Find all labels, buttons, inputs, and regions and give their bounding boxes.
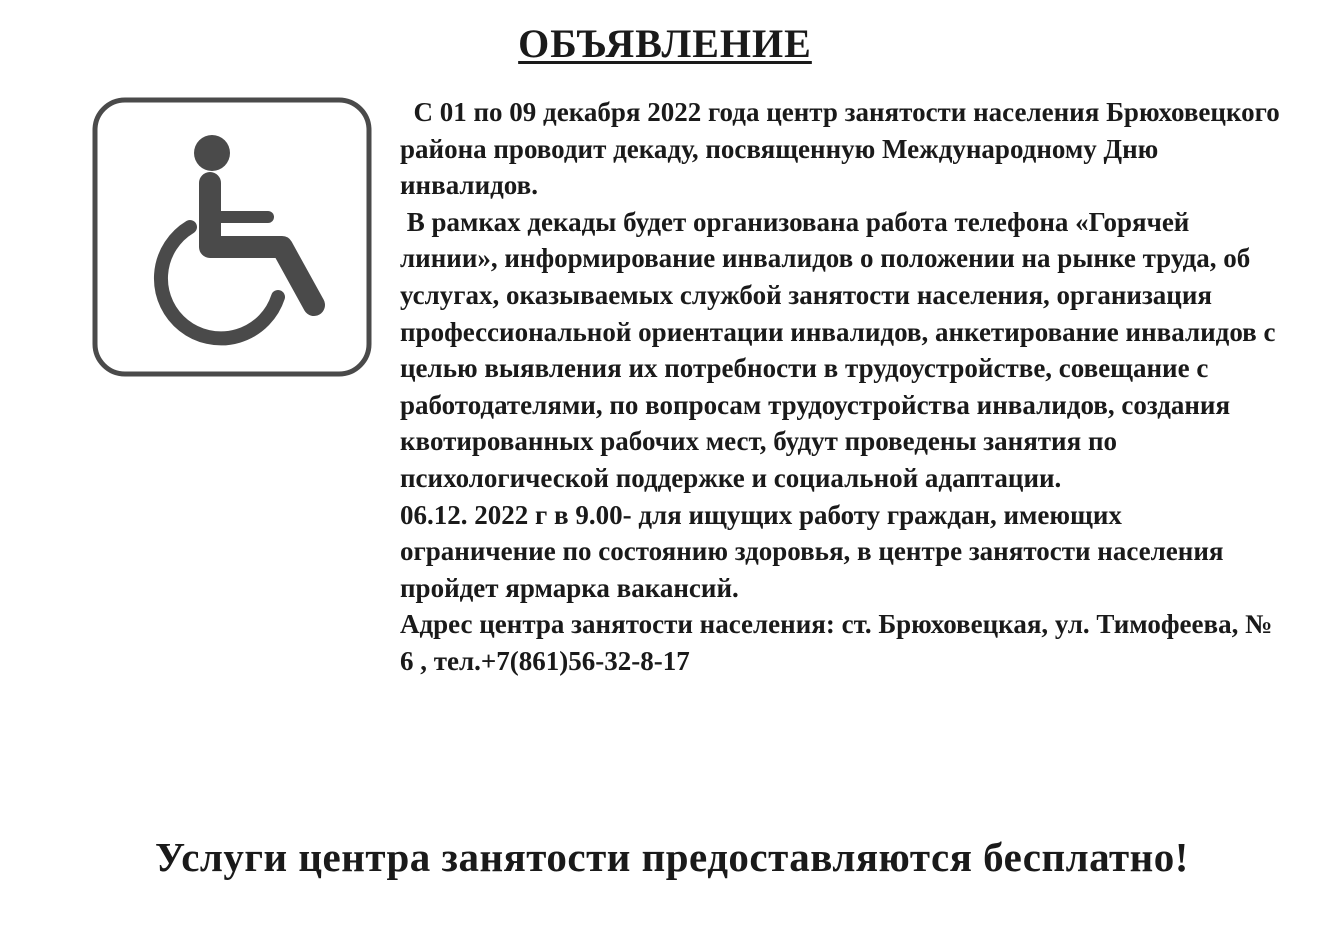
indent	[400, 97, 414, 127]
notice-title-text: ОБЪЯВЛЕНИЕ	[518, 21, 812, 66]
notice-paragraph-3: 06.12. 2022 г в 9.00- для ищущих работу граждан, имеющих ограничение по состоянию здоровья, в центре занятости населения пройдет ярмарка вакансий.	[400, 499, 1231, 603]
indent	[400, 207, 407, 237]
notice-paragraph-1	[400, 94, 1287, 204]
notice-body	[400, 94, 1287, 680]
wheelchair-accessibility-icon	[92, 97, 372, 377]
notice-title	[0, 20, 1330, 67]
notice-paragraph-2	[400, 204, 1283, 497]
notice-paragraph-1-text: С 01 по 09 декабря 2022 года центр занятости населения Брюховецкого района проводит декаду, посвященную Международному Дню инвалидов.	[400, 97, 1287, 201]
notice-footer: Услуги центра занятости предоставляются бесплатно!	[155, 834, 1189, 880]
notice-paragraph-2-text: В рамках декады будет организована работа телефона «Горячей линии», информирование инвалидов о положении на рынке труда, об услугах, оказываемых службой занятости населения, организация профессиональной ориентации инвалидов, анкетирование инвалидов с целью выявления их потребности в трудоустройстве, совещание с работодателями, по вопросам трудоустройства инвалидов, создания квотированных рабочих мест, будут проведены занятия по психологической поддержке и социальной адаптации.	[400, 206, 1283, 493]
notice-paragraph-4: Адрес центра занятости населения: ст. Брюховецкая, ул. Тимофеева, № 6 , тел.+7(861)56-32-8-17	[400, 609, 1279, 676]
